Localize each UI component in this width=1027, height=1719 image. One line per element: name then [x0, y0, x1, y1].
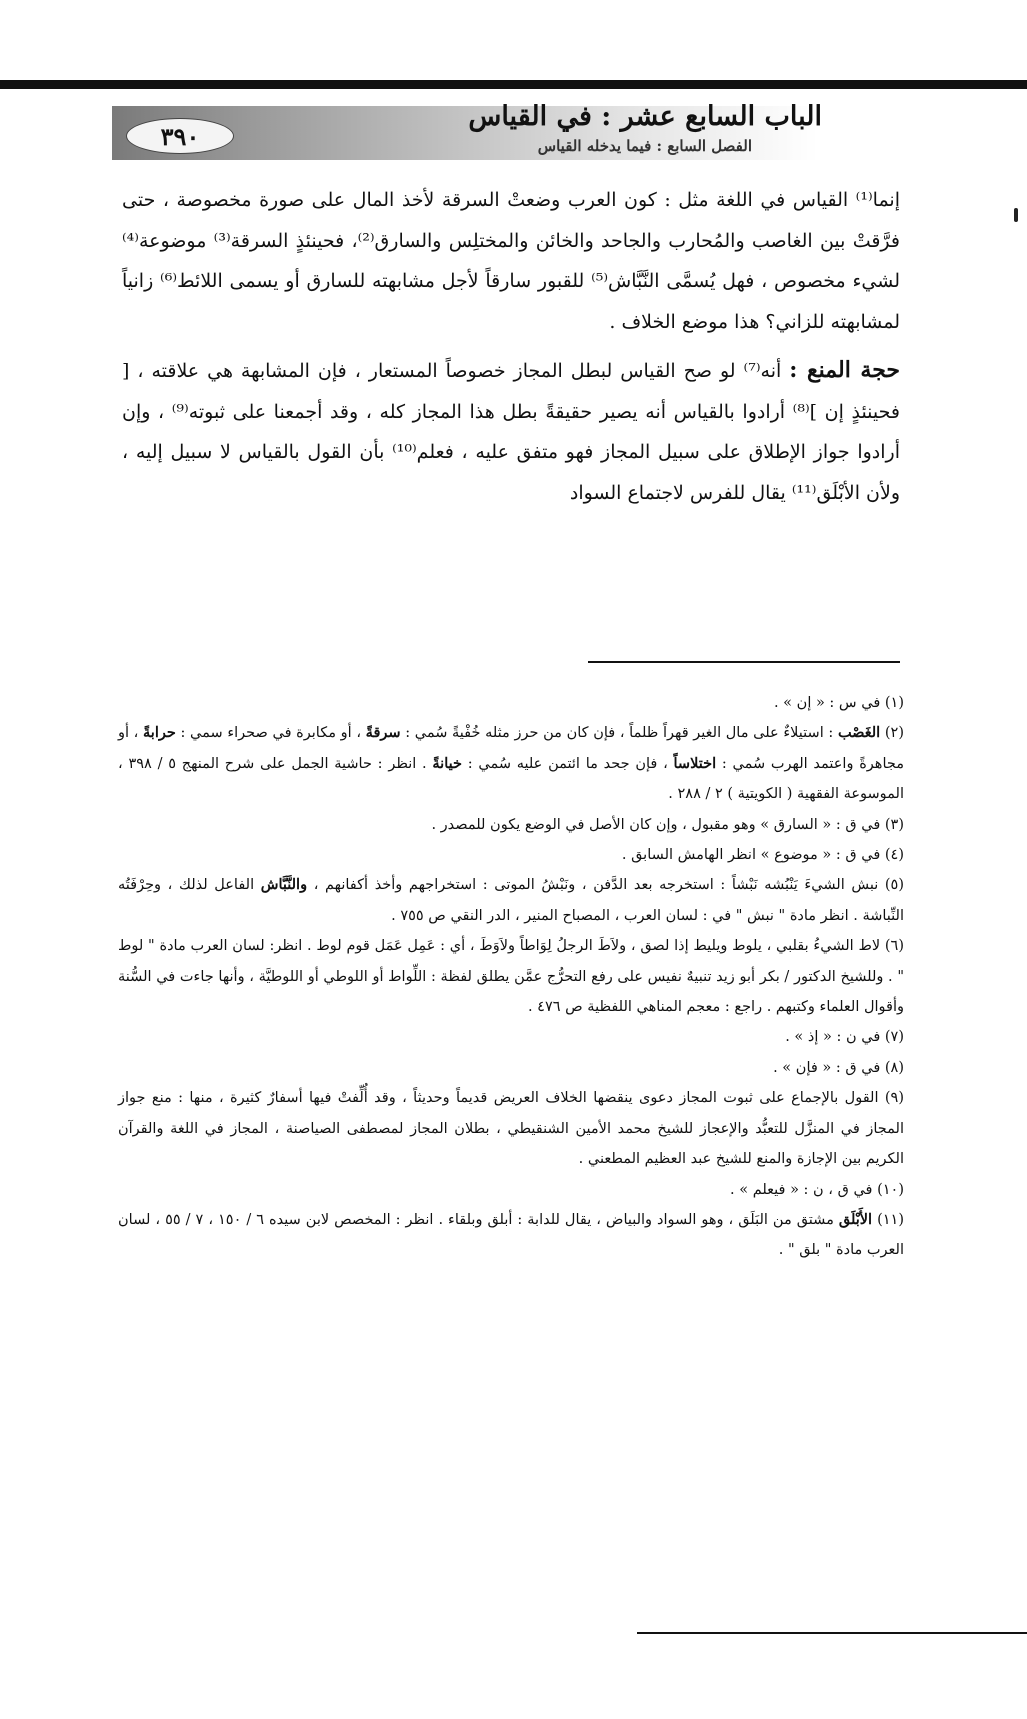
footnote-7: (٧) في ن : « إذ » . [785, 1029, 904, 1046]
edge-mark [1014, 208, 1018, 222]
argument-heading: حجة المنع : [789, 356, 900, 383]
footnote-1: (١) في س : « إن » . [773, 695, 904, 711]
page-number: ٣٩٠ [126, 118, 234, 154]
paragraph-2-text: أنه⁽⁷⁾ لو صح القياس لبطل المجاز خصوصاً المستعار ، فإن المشابهة هي علاقته ، [ فحينئذٍ إن ]⁽⁸⁾ أرادوا بالقياس أنه يصير حقيقةً بطل هذا المجاز كله ، وقد أجمعنا على ثبوته⁽⁹⁾ ، وإن أرادوا جواز الإطلاق على سبيل المجاز فهو متفق عليه ، فعلم⁽¹⁰⁾ بأن القول بالقياس لا سبيل إليه ، ولأن الأبْلَق⁽¹¹⁾ يقال للفرس لاجتماع السواد [122, 359, 900, 504]
top-rule [0, 80, 1027, 89]
footnote-11: (١١) الأَبْلَق مشتق من البَلَق ، وهو السواد والبياض ، يقال للدابة : أبلق وبلقاء . انظر : المخصص لابن سيده ٦ / ١٥٠ ، ٧ / ٥٥ ، لسان العرب مادة " بلق " . [118, 1210, 905, 1259]
chapter-title: الباب السابع عشر : في القياس [468, 101, 822, 132]
footnote-9: (٩) القول بالإجماع على ثبوت المجاز دعوى ينقضها الخلاف العريض قديماً وحديثاً ، وقد أُلِّفتْ فيها أسفارٌ كثيرة ، منها : منع جواز المجاز في المنزَّل للتعبُّد والإعجاز للشيخ محمد الأمين الشنقيطي ، بطلان المجاز لمصطفى الصياصنة ، المجاز في اللغة والقرآن الكريم بين الإجازة والمنع للشيخ عبد العظيم المطعني . [118, 1090, 904, 1168]
footnotes [118, 688, 904, 1266]
footnote-2: (٢) الغَصْب : استيلاءٌ على مال الغير قهراً ظلماً ، فإن كان من حرز مثله خُفْيةً سُمي : سرقةً ، أو مكابرة في صحراء سمي : حرابةً ، أو مجاهرةً واعتمد الهرب سُمي : اختلاساً ، فإن جحد ما ائتمن عليه سُمي : خيانةً . انظر : حاشية الجمل على شرح المنهج ٥ / ٣٩٨ ، الموسوعة الفقهية ( الكويتية ) ٢ / ٢٨٨ . [118, 724, 905, 803]
bottom-rule [637, 1632, 1027, 1634]
footnote-8: (٨) في ق : « فإن » . [773, 1059, 904, 1076]
main-text [122, 180, 900, 514]
footnote-divider [588, 661, 900, 663]
footnote-4: (٤) في ق : « موضوع » انظر الهامش السابق . [621, 847, 904, 864]
section-title: الفصل السابع : فيما يدخله القياس [537, 137, 752, 155]
footnote-10: (١٠) في ق ، ن : « فيعلم » . [730, 1181, 904, 1198]
footnote-5: (٥) نبش الشيءَ يَنْبُشه نَبْشاً : استخرجه بعد الدَّفن ، ونَبْشُ الموتى : استخراجهم وأخذ أكفانهم ، والنَّبَّاش الفاعل لذلك ، وحِرْفَتُه النِّباشة . انظر مادة " نبش " في : لسان العرب ، المصباح المنير ، الدر النقي ص ٧٥٥ . [118, 876, 904, 924]
paragraph-2 [122, 350, 900, 514]
paragraph-1: إنما⁽¹⁾ القياس في اللغة مثل : كون العرب وضعتْ السرقة لأخذ المال على صورة مخصوصة ، حتى فرَّقتْ بين الغاصب والمُحارب والجاحد والخائن والمختلِس والسارق⁽²⁾، فحينئذٍ السرقة⁽³⁾ موضوعة⁽⁴⁾ لشيء مخصوص ، فهل يُسمَّى النَّبَّاش⁽⁵⁾ للقبور سارقاً لأجل مشابهته للسارق أو يسمى اللائط⁽⁶⁾ زانياً لمشابهته للزاني؟ هذا موضع الخلاف . [122, 189, 901, 334]
footnote-6: (٦) لاط الشيءُ بقلبي ، يلوط ويليط إذا لصق ، ولاَطَ الرجلُ لِوَاطاً ولاَوَطَ ، أي : عَمِل عَمَل قوم لوط . انظر: لسان العرب مادة " لوط " . وللشيخ الدكتور / بكر أبو زيد تنبيهٌ نفيس على رفع التحرُّج عمَّن يطلق لفظة : اللِّواط أو اللوطي أو اللوطيَّة ، وأنها جاءت في السُّنة وأقوال العلماء وكتبهم . راجع : معجم المناهي اللفظية ص ٤٧٦ . [118, 938, 904, 1016]
footnote-3: (٣) في ق : « السارق » وهو مقبول ، وإن كان الأصل في الوضع يكون للمصدر . [431, 816, 904, 833]
